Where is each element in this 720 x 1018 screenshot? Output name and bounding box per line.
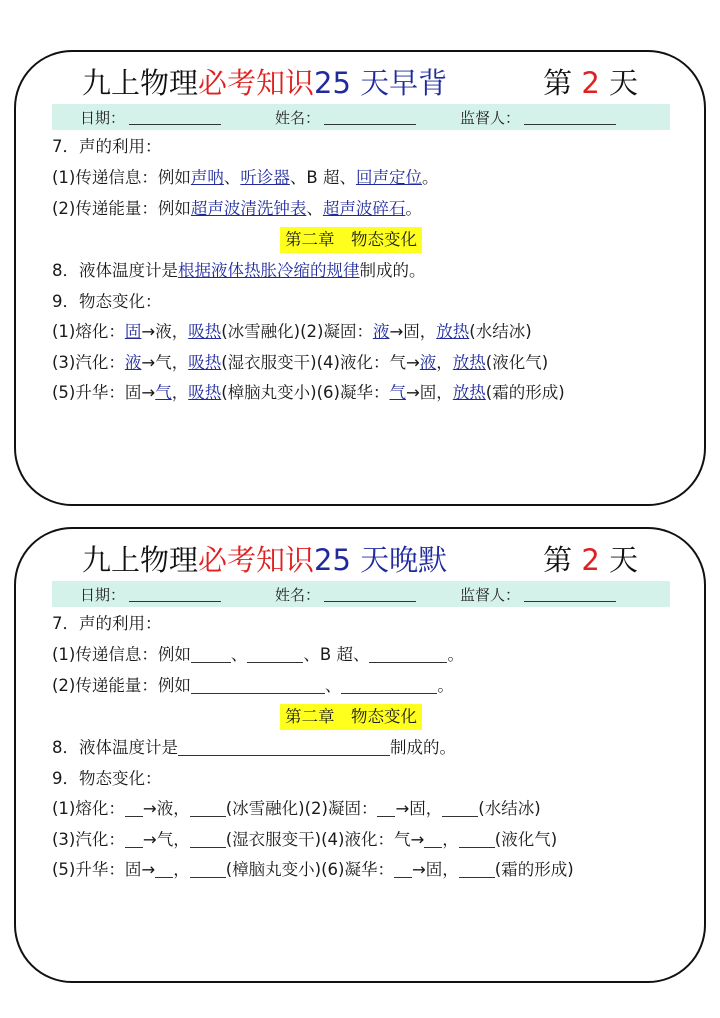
answer-blank[interactable] [125,831,143,848]
answer-blank[interactable] [190,800,226,817]
answer: 放热 [452,383,486,402]
answer-blank[interactable] [191,646,231,663]
date-field[interactable]: 日期： [80,584,221,605]
answer-blank[interactable] [178,739,390,756]
item-8: 8．液体温度计是根据液体热胀冷缩的规律制成的。 [52,261,426,280]
answer: 气 [389,383,406,402]
supervisor-field[interactable]: 监督人： [460,584,616,605]
answer: 听诊器 [240,168,290,187]
title-subject: 九上物理 [82,65,199,100]
item-7-line-2: (2)传递能量：例如 、 。 [52,676,454,695]
answer: 液 [372,322,390,341]
answer: 液 [124,353,142,372]
answer-blank[interactable] [190,831,226,848]
day-number: 2 [581,542,600,577]
answer-blank[interactable] [191,677,325,694]
chapter-heading: 第二章 物态变化 [280,227,422,253]
answer: 超声波碎石 [322,199,406,218]
answer-blank[interactable] [155,861,173,878]
title-highlight: 必考知识 [198,542,315,577]
state-change-row-2: (3)汽化： →气， (湿衣服变干)(4)液化：气→ ， (液化气) [52,830,558,849]
day-number: 2 [581,65,600,100]
answer-blank[interactable] [442,800,478,817]
answer-blank[interactable] [247,646,303,663]
answer: 吸热 [188,353,222,372]
day-label: 第 2 天 [543,65,638,100]
state-change-row-3: (5)升华：固→ ， (樟脑丸变小)(6)凝华： →固， (霜的形成) [52,860,574,879]
answer: 液 [419,353,437,372]
name-field[interactable]: 姓名： [275,584,416,605]
item-7-heading: 7．声的利用： [52,137,162,156]
answer-blank[interactable] [459,831,495,848]
answer: 吸热 [188,383,222,402]
answer-blank[interactable] [190,861,226,878]
card-title [82,58,684,104]
title-highlight: 必考知识 [198,65,315,100]
info-bar [52,104,670,130]
answer-blank[interactable] [459,861,495,878]
item-9-heading: 9．物态变化： [52,769,162,788]
state-change-row-3: (5)升华：固→气，吸热(樟脑丸变小)(6)凝华：气→固，放热(霜的形成) [52,383,565,402]
answer: 根据液体热胀冷缩的规律 [178,261,360,280]
answer-blank[interactable] [394,861,412,878]
title-course: 25 天晚默 [314,542,448,577]
card-title [82,535,684,581]
answer: 回声定位 [355,168,422,187]
state-change-row-1: (1)熔化：固→液，吸热(冰雪融化)(2)凝固：液→固，放热(水结冰) [52,322,532,341]
item-9-heading: 9．物态变化： [52,292,162,311]
state-change-row-1: (1)熔化： →液， (冰雪融化)(2)凝固： →固， (水结冰) [52,799,541,818]
answer-blank[interactable] [377,800,395,817]
state-change-row-2: (3)汽化：液→气，吸热(湿衣服变干)(4)液化：气→液，放热(液化气) [52,353,549,372]
item-7-line-1: (1)传递信息：例如声呐、听诊器、B 超、回声定位。 [52,168,439,187]
date-field[interactable]: 日期： [80,107,221,128]
answer: 气 [155,383,172,402]
answer-blank[interactable] [125,800,143,817]
item-8: 8．液体温度计是 制成的。 [52,738,456,757]
day-label: 第 2 天 [543,542,638,577]
answer: 吸热 [188,322,222,341]
answer: 放热 [452,353,486,372]
morning-card [14,50,706,506]
item-7-heading: 7．声的利用： [52,614,162,633]
supervisor-field[interactable]: 监督人： [460,107,616,128]
answer: 放热 [436,322,470,341]
name-field[interactable]: 姓名： [275,107,416,128]
item-7-line-2: (2)传递能量：例如超声波清洗钟表、超声波碎石。 [52,199,422,218]
answer: 固 [124,322,142,341]
title-course: 25 天早背 [314,65,448,100]
evening-card [14,527,706,983]
answer-blank[interactable] [424,831,442,848]
answer-blank[interactable] [341,677,437,694]
answer: 声呐 [190,168,224,187]
answer: 超声波清洗钟表 [190,199,307,218]
answer-blank[interactable] [369,646,447,663]
title-subject: 九上物理 [82,542,199,577]
item-7-line-1: (1)传递信息：例如 、 、B 超、 。 [52,645,464,664]
info-bar [52,581,670,607]
chapter-heading: 第二章 物态变化 [280,704,422,730]
